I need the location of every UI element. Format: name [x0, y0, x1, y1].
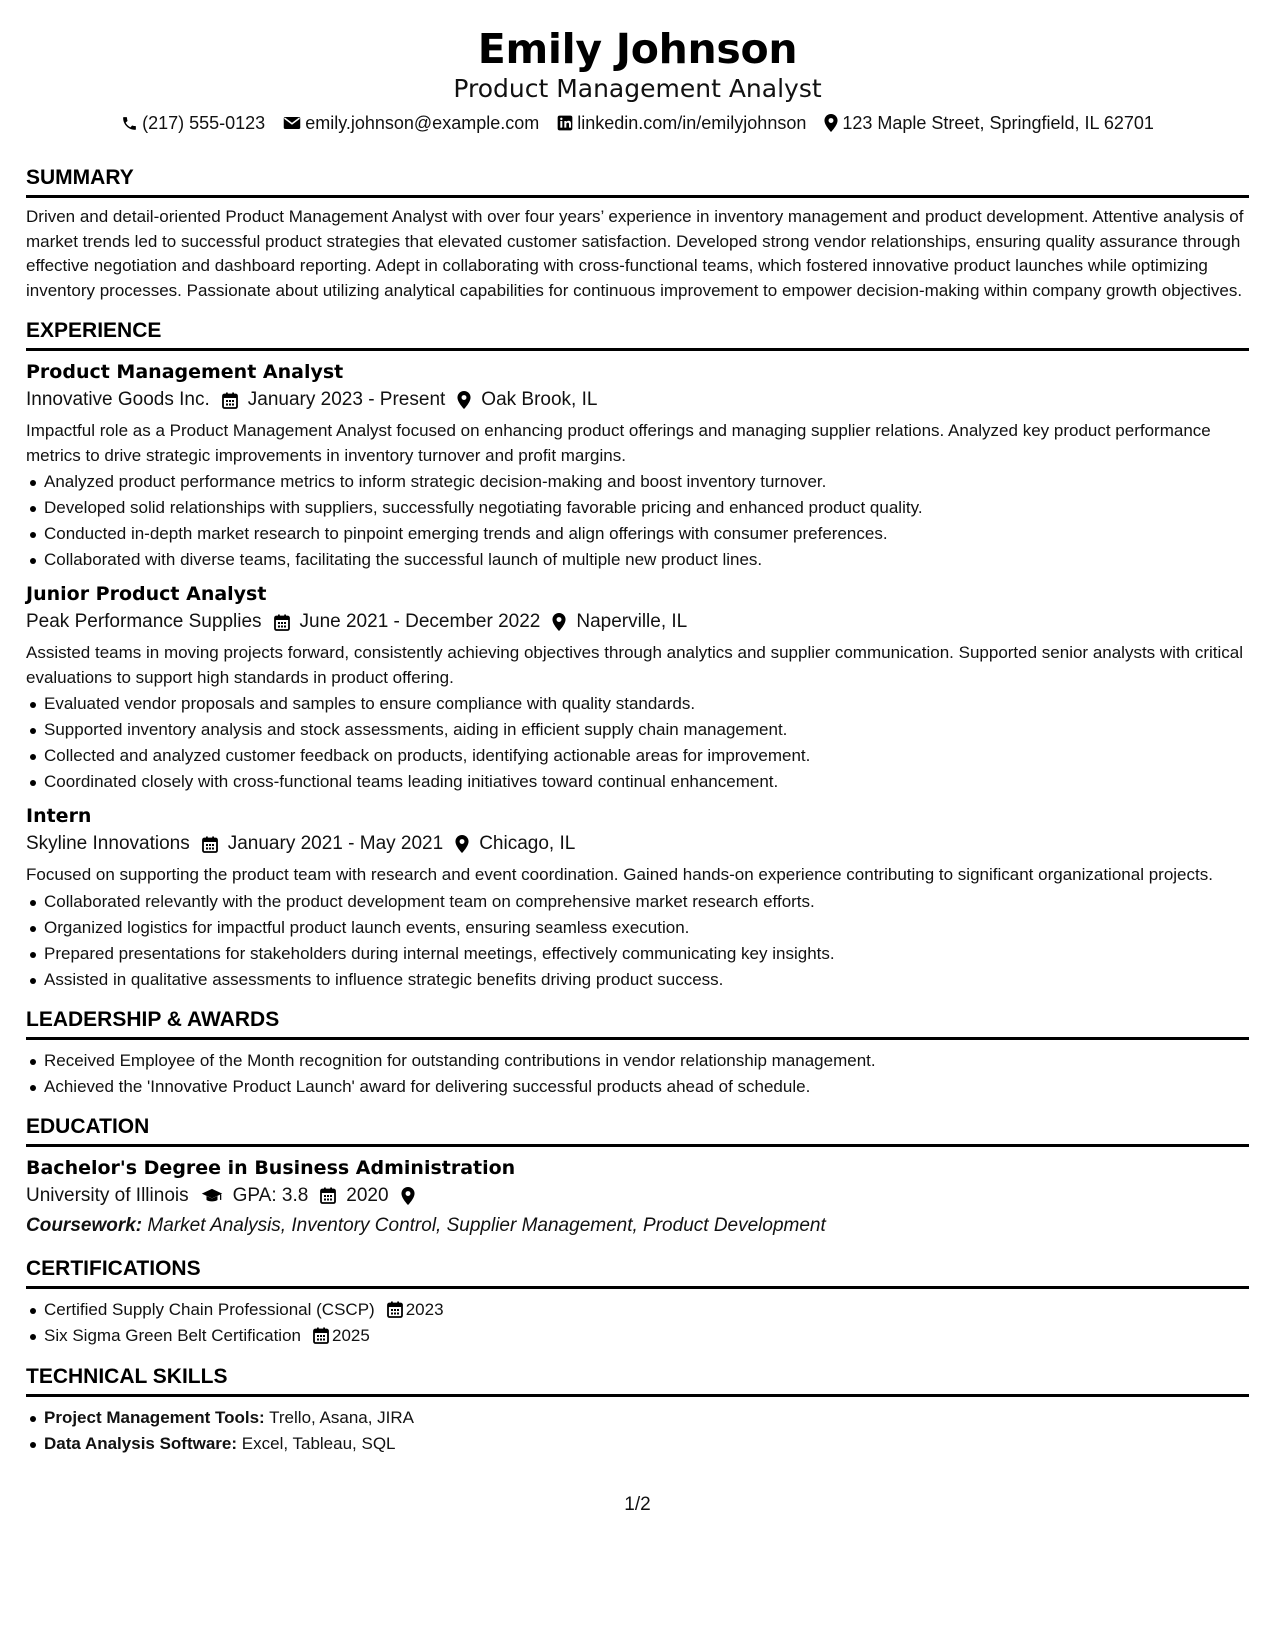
list-item: Assisted in qualitative assessments to influence strategic benefits driving product success. — [26, 967, 1249, 993]
list-item: Received Employee of the Month recognition for outstanding contributions in vendor relationship management. — [26, 1048, 1249, 1074]
list-item: Analyzed product performance metrics to inform strategic decision-making and boost inventory turnover. — [26, 469, 1249, 495]
graduation-cap-icon — [201, 1188, 223, 1204]
list-item: Collaborated with diverse teams, facilitating the successful launch of multiple new product lines. — [26, 547, 1249, 573]
list-item: Supported inventory analysis and stock assessments, aiding in efficient supply chain management. — [26, 717, 1249, 743]
leadership-section — [26, 1006, 1249, 1100]
candidate-role: Product Management Analyst — [453, 74, 822, 103]
graduation-year: 2020 — [346, 1184, 389, 1206]
skill-item — [26, 1405, 1249, 1431]
list-item: Conducted in-depth market research to pinpoint emerging trends and align offerings with consumer preferences. — [26, 521, 1249, 547]
company-name: Innovative Goods Inc. — [26, 389, 210, 410]
section-title: SUMMARY — [26, 164, 1249, 198]
page-number: 1/2 — [624, 1494, 651, 1515]
certifications-section — [26, 1255, 1249, 1349]
skill-label: Project Management Tools: — [44, 1407, 265, 1427]
calendar-icon — [313, 1327, 329, 1344]
section-title: LEADERSHIP & AWARDS — [26, 1006, 1249, 1040]
job-entry — [26, 359, 1249, 573]
certifications-list — [26, 1297, 1249, 1349]
certification-name: Six Sigma Green Belt Certification — [44, 1325, 301, 1345]
contact-bar — [26, 110, 1249, 136]
certification-year: 2025 — [332, 1325, 370, 1345]
job-title: Product Management Analyst — [26, 361, 344, 383]
school-name: University of Illinois — [26, 1184, 189, 1206]
leadership-list — [26, 1048, 1249, 1100]
skills-list — [26, 1405, 1249, 1457]
job-description: Impactful role as a Product Management Analyst focused on enhancing product offerings and managing supplier relations. Analyzed key product performance metrics to drive strategic improvements in inventory turnover and profit margins. — [26, 421, 1211, 465]
list-item: Collaborated relevantly with the product development team on comprehensive market research efforts. — [26, 889, 1249, 915]
job-meta — [26, 829, 1249, 859]
degree-title: Bachelor's Degree in Business Administration — [26, 1156, 516, 1179]
certification-item — [26, 1297, 1249, 1323]
summary-section — [26, 164, 1249, 303]
job-dates: January 2021 - May 2021 — [227, 833, 444, 854]
skills-section — [26, 1363, 1249, 1457]
calendar-icon — [320, 1187, 336, 1204]
job-description: Focused on supporting the product team with research and event coordination. Gained hands-on experience contributing to significant organizational projects. — [26, 865, 1213, 884]
education-meta — [26, 1181, 1249, 1211]
list-item: Evaluated vendor proposals and samples to ensure compliance with quality standards. — [26, 691, 1249, 717]
map-pin-icon — [824, 114, 838, 132]
calendar-icon — [222, 392, 238, 409]
linkedin-text[interactable]: linkedin.com/in/emilyjohnson — [577, 113, 807, 133]
email-text[interactable]: emily.johnson@example.com — [305, 113, 540, 133]
certification-year: 2023 — [405, 1299, 444, 1319]
job-meta — [26, 385, 1249, 415]
skill-value: Excel, Tableau, SQL — [241, 1433, 396, 1453]
job-meta — [26, 607, 1249, 637]
list-item: Achieved the 'Innovative Product Launch' award for delivering successful products ahead of schedule. — [26, 1074, 1249, 1100]
phone-icon — [121, 115, 138, 132]
job-location: Chicago, IL — [479, 833, 576, 854]
list-item: Developed solid relationships with suppliers, successfully negotiating favorable pricing and enhanced product quality. — [26, 495, 1249, 521]
calendar-icon — [274, 614, 290, 631]
list-item: Prepared presentations for stakeholders during internal meetings, effectively communicating key insights. — [26, 941, 1249, 967]
list-item: Coordinated closely with cross-functional teams leading initiatives toward continual enhancement. — [26, 769, 1249, 795]
section-title: EDUCATION — [26, 1113, 1249, 1147]
map-pin-icon — [455, 835, 469, 853]
job-dates: January 2023 - Present — [247, 389, 446, 410]
phone-text: (217) 555-0123 — [142, 113, 266, 133]
resume-header — [26, 24, 1249, 136]
company-name: Peak Performance Supplies — [26, 611, 262, 632]
map-pin-icon — [457, 391, 471, 409]
job-location: Naperville, IL — [576, 611, 688, 632]
job-dates: June 2021 - December 2022 — [299, 611, 541, 632]
contact-address — [824, 110, 1154, 136]
coursework — [26, 1211, 1249, 1241]
section-title: EXPERIENCE — [26, 317, 1249, 351]
envelope-icon — [283, 116, 301, 130]
job-location: Oak Brook, IL — [481, 389, 598, 410]
list-item: Collected and analyzed customer feedback on products, identifying actionable areas for improvement. — [26, 743, 1249, 769]
certification-item — [26, 1323, 1249, 1349]
skill-label: Data Analysis Software: — [44, 1433, 238, 1453]
skill-value: Trello, Asana, JIRA — [269, 1407, 415, 1427]
summary-text: Driven and detail-oriented Product Management Analyst with over four years’ experience in inventory management and product development. Attentive analysis of market trends led to successful product strategies that elevated customer satisfaction. Developed strong vendor relationships, ensuring quality assurance through effective negotiation and dashboard reporting. Adept in collaborating with cross-functional teams, which fostered innovative product launches while optimizing inventory processes. Passionate about utilizing analytical capabilities for continuous improvement to empower decision-making within company growth objectives. — [26, 207, 1244, 300]
list-item: Organized logistics for impactful product launch events, ensuring seamless execution. — [26, 915, 1249, 941]
contact-email[interactable] — [283, 110, 539, 136]
job-entry — [26, 803, 1249, 993]
skill-item — [26, 1431, 1249, 1457]
job-entry — [26, 581, 1249, 795]
coursework-label: Coursework: — [26, 1214, 143, 1236]
education-section — [26, 1113, 1249, 1241]
jobs-list — [26, 359, 1249, 993]
job-title: Intern — [26, 805, 92, 827]
contact-phone — [121, 110, 265, 136]
calendar-icon — [202, 836, 218, 853]
certification-name: Certified Supply Chain Professional (CSCP) — [44, 1299, 375, 1319]
map-pin-icon — [552, 613, 566, 631]
map-pin-icon — [401, 1187, 415, 1205]
experience-section — [26, 317, 1249, 993]
calendar-icon — [387, 1301, 403, 1318]
candidate-name: Emily Johnson — [477, 25, 798, 73]
job-description: Assisted teams in moving projects forward, consistently achieving objectives through analytics and supplier communication. Supported senior analysts with critical evaluations to support high standards in product offering. — [26, 643, 1244, 687]
job-bullets — [26, 889, 1249, 993]
company-name: Skyline Innovations — [26, 833, 190, 854]
contact-linkedin[interactable] — [557, 110, 806, 136]
coursework-list: Market Analysis, Inventory Control, Supplier Management, Product Development — [147, 1214, 826, 1236]
job-bullets — [26, 691, 1249, 795]
address-text: 123 Maple Street, Springfield, IL 62701 — [842, 113, 1154, 133]
section-title: CERTIFICATIONS — [26, 1255, 1249, 1289]
job-title: Junior Product Analyst — [26, 583, 267, 605]
linkedin-icon — [557, 115, 573, 131]
gpa-text: GPA: 3.8 — [232, 1184, 309, 1206]
section-title: TECHNICAL SKILLS — [26, 1363, 1249, 1397]
job-bullets — [26, 469, 1249, 573]
